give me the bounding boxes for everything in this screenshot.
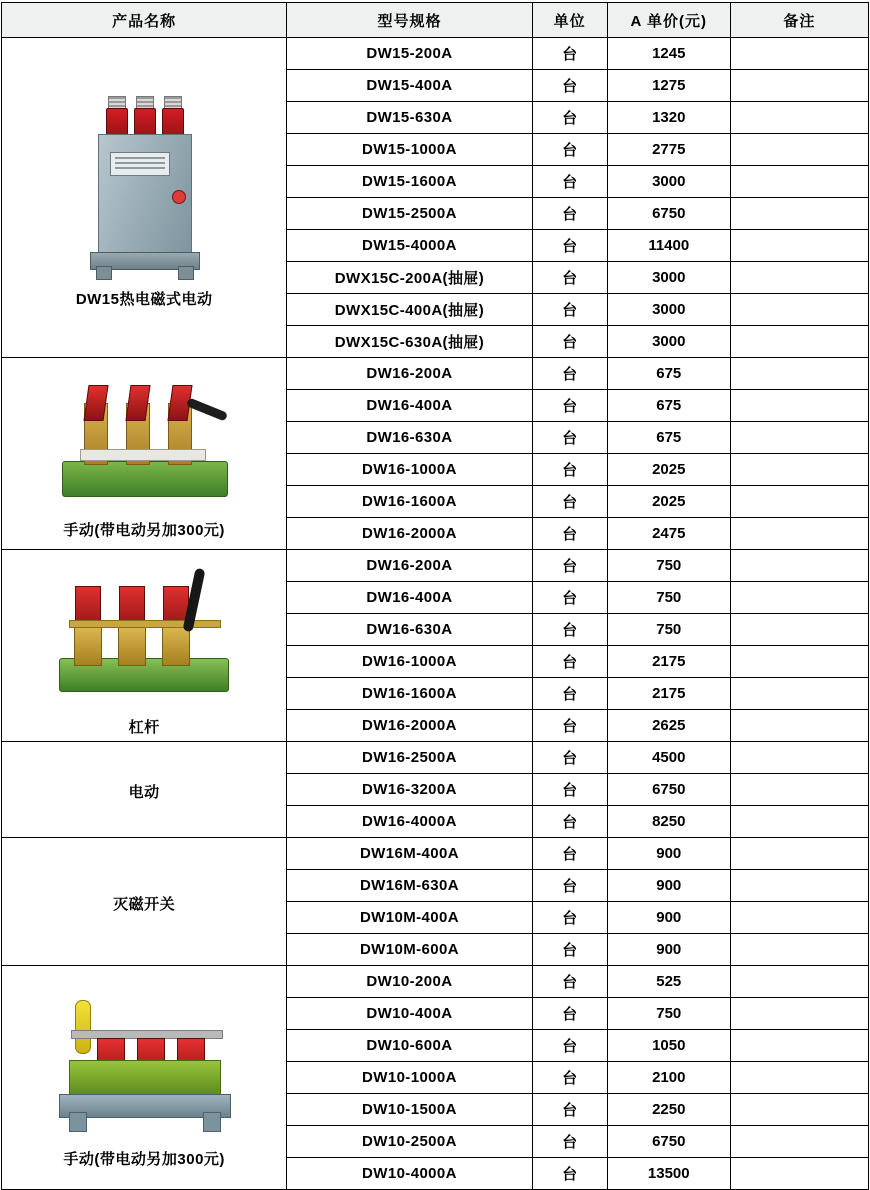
remark-cell: [730, 742, 868, 774]
remark-cell: [730, 454, 868, 486]
remark-cell: [730, 966, 868, 998]
table-row: [2, 838, 869, 870]
price-cell: 900: [607, 902, 730, 934]
remark-cell: [730, 902, 868, 934]
remark-cell: [730, 230, 868, 262]
unit-cell: 台: [532, 70, 607, 102]
remark-cell: [730, 166, 868, 198]
unit-cell: 台: [532, 998, 607, 1030]
remark-cell: [730, 838, 868, 870]
remark-cell: [730, 102, 868, 134]
price-cell: 3000: [607, 326, 730, 358]
price-cell: 900: [607, 934, 730, 966]
unit-cell: 台: [532, 1062, 607, 1094]
product-name-label: 手动(带电动另加300元): [63, 1151, 225, 1168]
model-cell: DW10M-600A: [287, 934, 532, 966]
remark-cell: [730, 582, 868, 614]
price-cell: 525: [607, 966, 730, 998]
unit-cell: 台: [532, 518, 607, 550]
header-remark: 备注: [730, 3, 868, 38]
unit-cell: 台: [532, 486, 607, 518]
unit-cell: 台: [532, 934, 607, 966]
remark-cell: [730, 422, 868, 454]
unit-cell: 台: [532, 550, 607, 582]
header-product-name: 产品名称: [2, 3, 287, 38]
price-cell: 750: [607, 998, 730, 1030]
product-name-label: 手动(带电动另加300元): [63, 522, 225, 539]
table-row: [2, 742, 869, 774]
remark-cell: [730, 998, 868, 1030]
unit-cell: 台: [532, 390, 607, 422]
price-cell: 2775: [607, 134, 730, 166]
unit-cell: 台: [532, 902, 607, 934]
unit-cell: 台: [532, 102, 607, 134]
remark-cell: [730, 294, 868, 326]
model-cell: DW10-600A: [287, 1030, 532, 1062]
table-row: [2, 550, 869, 582]
price-cell: 2025: [607, 486, 730, 518]
model-cell: DW16-3200A: [287, 774, 532, 806]
model-cell: DW10-200A: [287, 966, 532, 998]
table-header-row: [2, 3, 869, 38]
price-cell: 750: [607, 582, 730, 614]
remark-cell: [730, 870, 868, 902]
price-cell: 1320: [607, 102, 730, 134]
remark-cell: [730, 1062, 868, 1094]
price-cell: 2025: [607, 454, 730, 486]
price-cell: 2250: [607, 1094, 730, 1126]
model-cell: DW16-630A: [287, 614, 532, 646]
unit-cell: 台: [532, 262, 607, 294]
product-name-label: 灭磁开关: [113, 896, 176, 913]
remark-cell: [730, 614, 868, 646]
remark-cell: [730, 486, 868, 518]
price-cell: 1245: [607, 38, 730, 70]
model-cell: DW16-1000A: [287, 646, 532, 678]
product-name-label: 杠杆: [128, 719, 160, 736]
price-cell: 2175: [607, 678, 730, 710]
price-cell: 750: [607, 550, 730, 582]
unit-cell: 台: [532, 678, 607, 710]
price-cell: 6750: [607, 198, 730, 230]
remark-cell: [730, 646, 868, 678]
remark-cell: [730, 390, 868, 422]
remark-cell: [730, 518, 868, 550]
model-cell: DW16-2000A: [287, 710, 532, 742]
model-cell: DW16-1600A: [287, 678, 532, 710]
price-cell: 750: [607, 614, 730, 646]
dw15-breaker-photo: [84, 94, 204, 284]
remark-cell: [730, 326, 868, 358]
price-cell: 3000: [607, 294, 730, 326]
model-cell: DW10-2500A: [287, 1126, 532, 1158]
model-cell: DW16-200A: [287, 358, 532, 390]
model-cell: DW15-2500A: [287, 198, 532, 230]
remark-cell: [730, 806, 868, 838]
unit-cell: 台: [532, 326, 607, 358]
model-cell: DW15-1600A: [287, 166, 532, 198]
unit-cell: 台: [532, 166, 607, 198]
price-cell: 8250: [607, 806, 730, 838]
model-cell: DWX15C-200A(抽屉): [287, 262, 532, 294]
remark-cell: [730, 934, 868, 966]
price-cell: 11400: [607, 230, 730, 262]
remark-cell: [730, 198, 868, 230]
unit-cell: 台: [532, 38, 607, 70]
unit-cell: 台: [532, 358, 607, 390]
unit-cell: 台: [532, 422, 607, 454]
product-name-cell-dw16-manual: [2, 358, 287, 550]
model-cell: DW16-1600A: [287, 486, 532, 518]
remark-cell: [730, 550, 868, 582]
unit-cell: 台: [532, 1126, 607, 1158]
remark-cell: [730, 1158, 868, 1190]
model-cell: DW10-400A: [287, 998, 532, 1030]
remark-cell: [730, 134, 868, 166]
remark-cell: [730, 262, 868, 294]
unit-cell: 台: [532, 198, 607, 230]
unit-cell: 台: [532, 742, 607, 774]
unit-cell: 台: [532, 710, 607, 742]
model-cell: DW15-200A: [287, 38, 532, 70]
price-cell: 1050: [607, 1030, 730, 1062]
model-cell: DW10-1000A: [287, 1062, 532, 1094]
product-name-label: DW15热电磁式电动: [75, 291, 213, 308]
price-cell: 675: [607, 422, 730, 454]
unit-cell: 台: [532, 454, 607, 486]
price-cell: 2175: [607, 646, 730, 678]
model-cell: DWX15C-400A(抽屉): [287, 294, 532, 326]
price-cell: 2475: [607, 518, 730, 550]
model-cell: DW16-200A: [287, 550, 532, 582]
unit-cell: 台: [532, 870, 607, 902]
dw10-manual-photo: [49, 994, 239, 1144]
model-cell: DW16-400A: [287, 582, 532, 614]
model-cell: DW15-1000A: [287, 134, 532, 166]
price-cell: 6750: [607, 1126, 730, 1158]
model-cell: DW16-400A: [287, 390, 532, 422]
price-cell: 3000: [607, 166, 730, 198]
price-cell: 13500: [607, 1158, 730, 1190]
header-unit: 单位: [532, 3, 607, 38]
product-name-cell-electric: [2, 742, 287, 838]
price-cell: 2100: [607, 1062, 730, 1094]
unit-cell: 台: [532, 1158, 607, 1190]
unit-cell: 台: [532, 230, 607, 262]
model-cell: DW15-4000A: [287, 230, 532, 262]
dw16-manual-photo: [54, 375, 234, 515]
price-cell: 1275: [607, 70, 730, 102]
unit-cell: 台: [532, 646, 607, 678]
remark-cell: [730, 710, 868, 742]
unit-cell: 台: [532, 134, 607, 166]
unit-cell: 台: [532, 614, 607, 646]
model-cell: DW10-4000A: [287, 1158, 532, 1190]
product-name-cell-lever: [2, 550, 287, 742]
remark-cell: [730, 70, 868, 102]
product-name-cell-demagnetizing-switch: [2, 838, 287, 966]
price-cell: 4500: [607, 742, 730, 774]
unit-cell: 台: [532, 806, 607, 838]
model-cell: DW16M-630A: [287, 870, 532, 902]
remark-cell: [730, 774, 868, 806]
unit-cell: 台: [532, 1094, 607, 1126]
price-cell: 675: [607, 390, 730, 422]
model-cell: DWX15C-630A(抽屉): [287, 326, 532, 358]
remark-cell: [730, 678, 868, 710]
price-cell: 900: [607, 838, 730, 870]
table-row: [2, 38, 869, 70]
model-cell: DW16M-400A: [287, 838, 532, 870]
table-row: [2, 966, 869, 998]
remark-cell: [730, 358, 868, 390]
table-row: [2, 358, 869, 390]
model-cell: DW15-400A: [287, 70, 532, 102]
unit-cell: 台: [532, 966, 607, 998]
model-cell: DW16-2500A: [287, 742, 532, 774]
remark-cell: [730, 1030, 868, 1062]
remark-cell: [730, 38, 868, 70]
model-cell: DW16-4000A: [287, 806, 532, 838]
remark-cell: [730, 1126, 868, 1158]
unit-cell: 台: [532, 294, 607, 326]
unit-cell: 台: [532, 838, 607, 870]
model-cell: DW16-1000A: [287, 454, 532, 486]
header-unit-price: A 单价(元): [607, 3, 730, 38]
remark-cell: [730, 1094, 868, 1126]
product-name-cell-dw10-manual: [2, 966, 287, 1190]
price-list-page: [0, 2, 870, 1183]
price-cell: 3000: [607, 262, 730, 294]
product-name-label: 电动: [128, 784, 160, 801]
unit-cell: 台: [532, 774, 607, 806]
model-cell: DW15-630A: [287, 102, 532, 134]
price-cell: 6750: [607, 774, 730, 806]
product-price-table: [1, 2, 869, 1190]
unit-cell: 台: [532, 1030, 607, 1062]
model-cell: DW10M-400A: [287, 902, 532, 934]
unit-cell: 台: [532, 582, 607, 614]
dw16-lever-photo: [49, 562, 239, 712]
price-cell: 900: [607, 870, 730, 902]
model-cell: DW16-2000A: [287, 518, 532, 550]
header-model-spec: 型号规格: [287, 3, 532, 38]
product-name-cell-dw15: [2, 38, 287, 358]
model-cell: DW10-1500A: [287, 1094, 532, 1126]
price-cell: 2625: [607, 710, 730, 742]
price-cell: 675: [607, 358, 730, 390]
model-cell: DW16-630A: [287, 422, 532, 454]
